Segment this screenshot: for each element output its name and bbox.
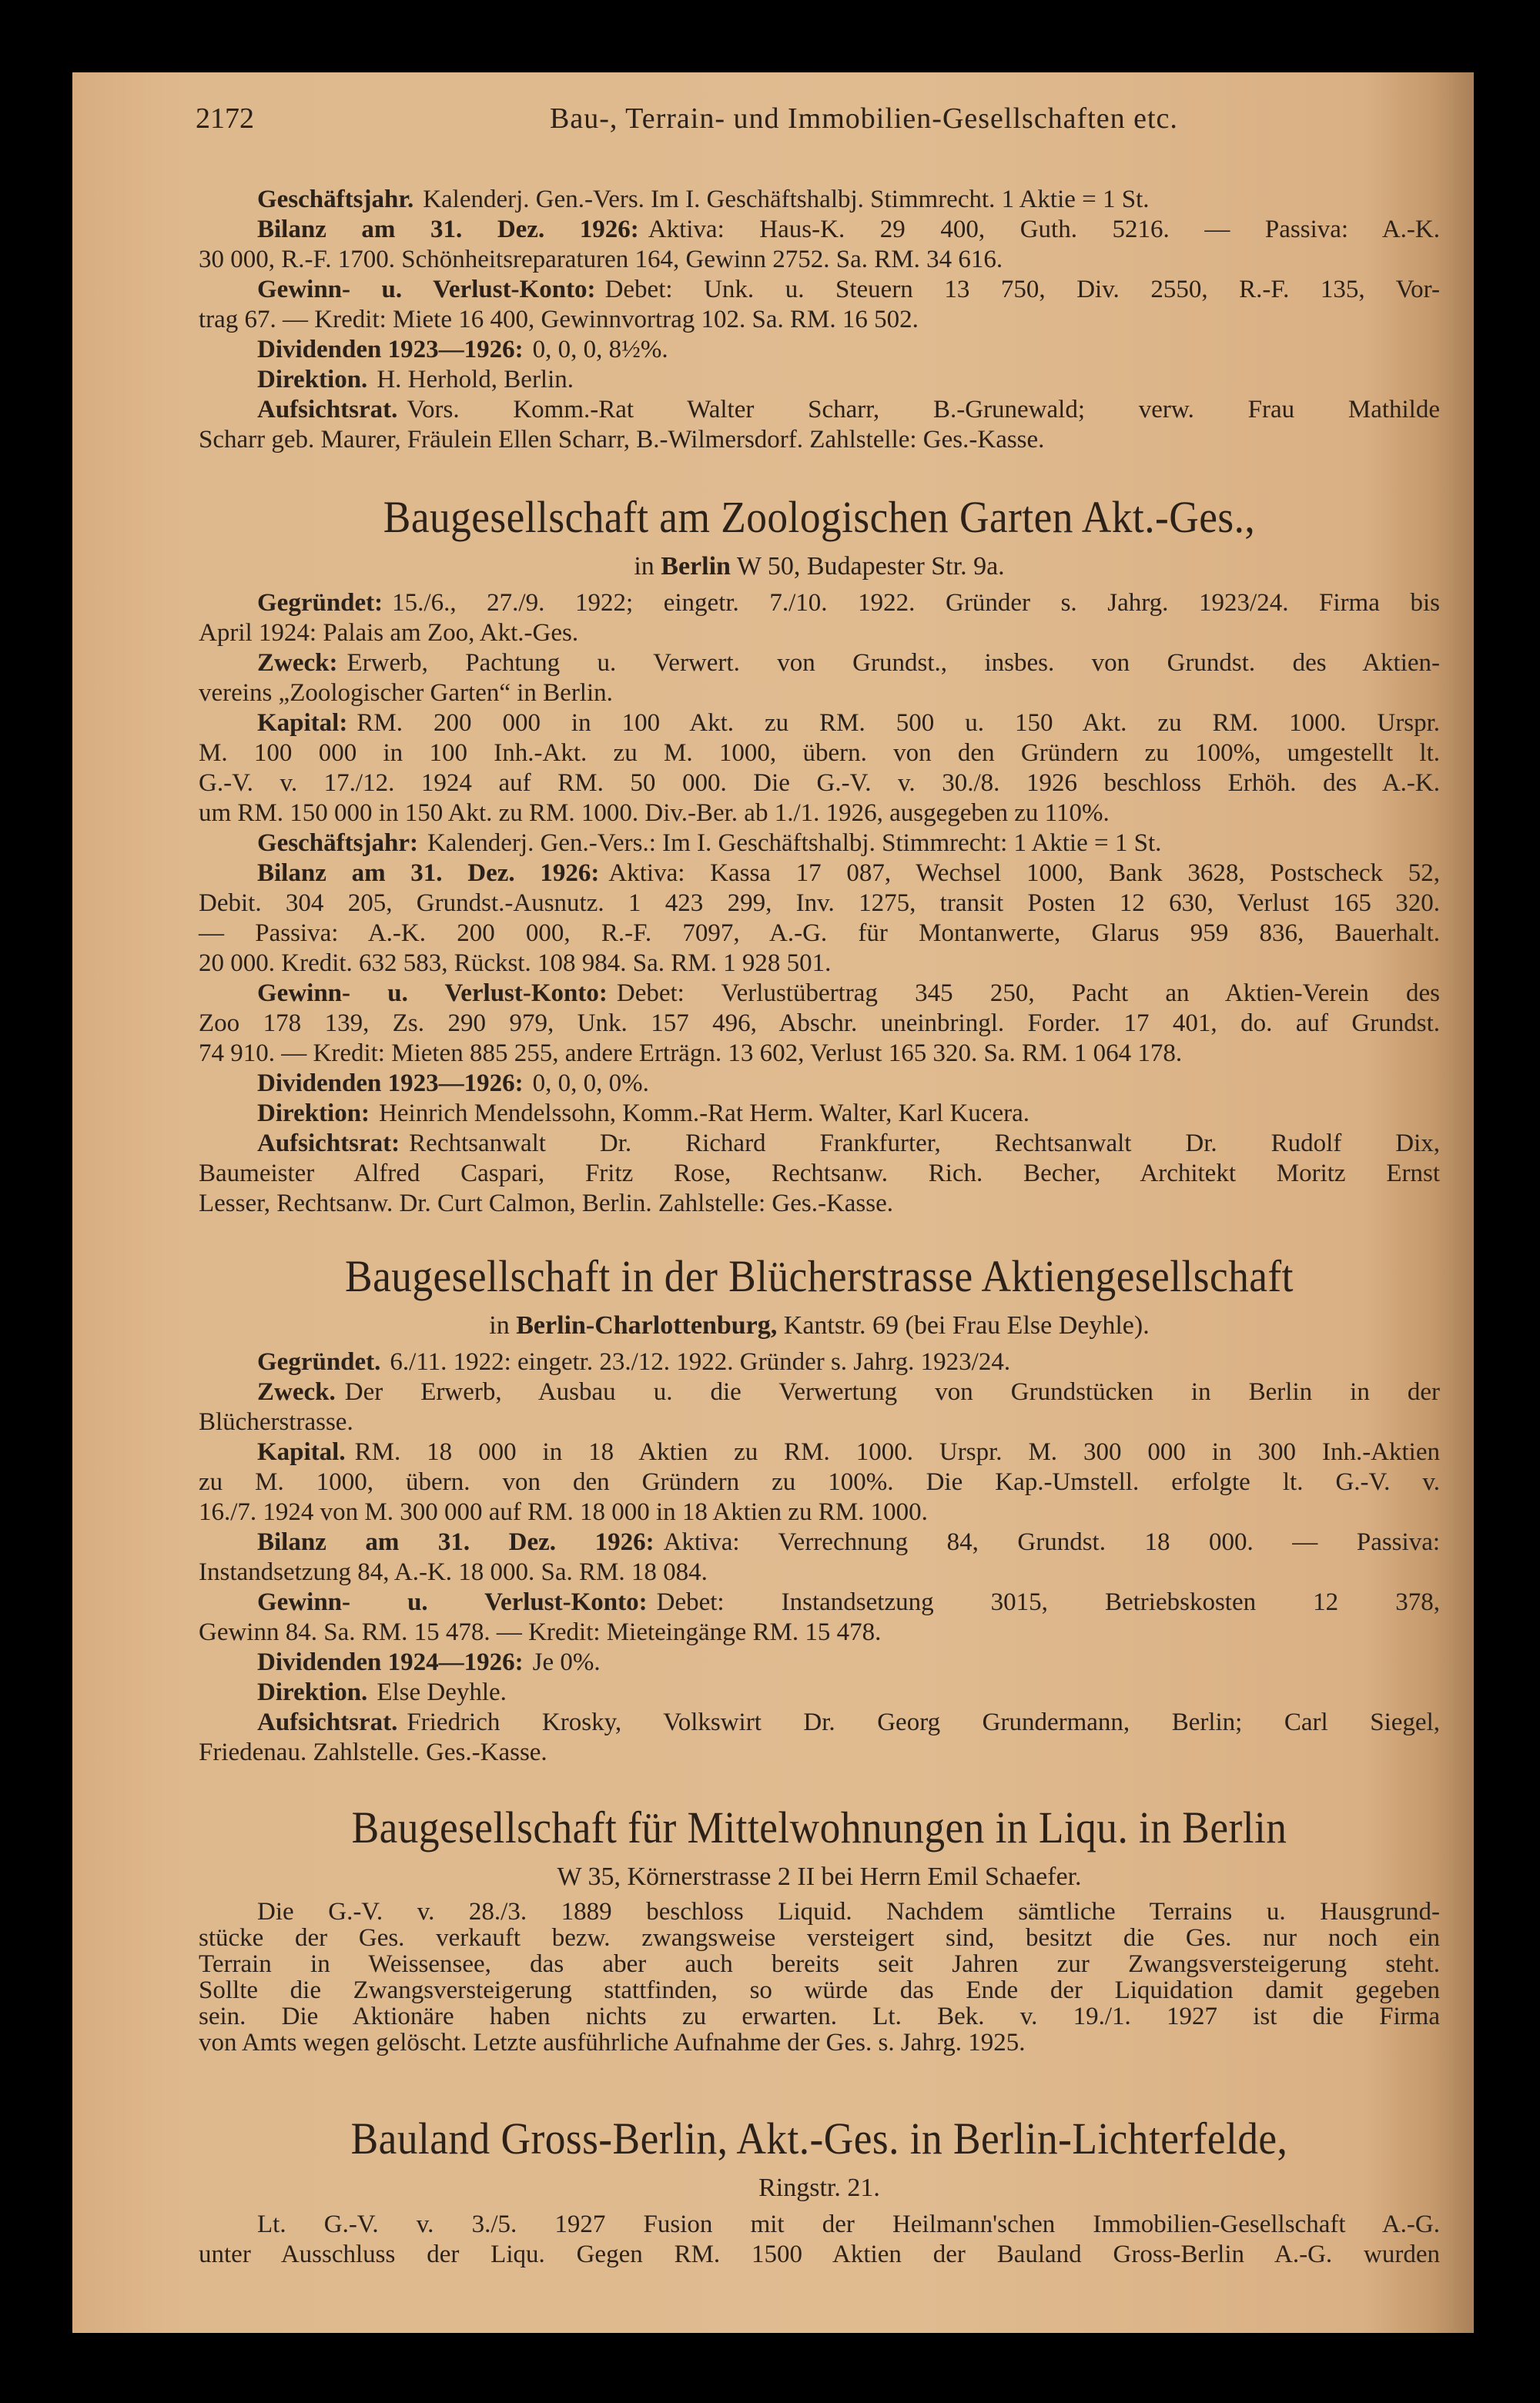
paragraph-label: Direktion: xyxy=(257,1099,370,1127)
paragraph-label: Bilanz am 31. Dez. 1926: xyxy=(257,1528,654,1556)
scanned-page xyxy=(72,72,1474,2333)
paragraph-label: Bilanz am 31. Dez. 1926: xyxy=(257,216,639,243)
text-line xyxy=(199,1129,1440,1159)
line-text: Erwerb, Pachtung u. Verwert. von Grundst., insbes. von Grundst. des Aktien- xyxy=(346,649,1440,677)
text-line xyxy=(199,949,1440,979)
line-text: Terrain in Weissensee, das aber auch bereits seit Jahren zur Zwangsversteigerung steht. xyxy=(199,1950,1440,1978)
paragraph xyxy=(199,1129,1440,1219)
line-text: trag 67. — Kredit: Miete 16 400, Gewinnvortrag 102. Sa. RM. 16 502. xyxy=(199,306,919,333)
line-text: Je 0%. xyxy=(532,1648,601,1676)
line-text: Friedrich Krosky, Volkswirt Dr. Georg Grundermann, Berlin; Carl Siegel, xyxy=(407,1709,1440,1736)
paragraph xyxy=(199,1069,1440,1099)
line-text: 74 910. — Kredit: Mieten 885 255, andere Erträgn. 13 602, Verlust 165 320. Sa. RM. 1 064 178. xyxy=(199,1039,1183,1067)
text-line xyxy=(199,395,1440,425)
paragraph-label: Gewinn- u. Verlust-Konto: xyxy=(257,979,608,1007)
text-line xyxy=(199,1925,1440,1951)
line-text: Sollte die Zwangsversteigerung stattfinden, so würde das Ende der Liquidation damit gegeben xyxy=(199,1976,1440,2004)
line-text: 20 000. Kredit. 632 583, Rückst. 108 984. Sa. RM. 1 928 501. xyxy=(199,949,832,977)
address-prefix: in xyxy=(489,1311,510,1340)
paragraph xyxy=(199,275,1440,335)
line-text: Aktiva: Kassa 17 087, Wechsel 1000, Bank 3628, Postscheck 52, xyxy=(608,859,1440,887)
text-line xyxy=(199,425,1440,455)
address-city: Berlin xyxy=(661,552,731,581)
line-text: Debit. 304 205, Grundst.-Ausnutz. 1 423 299, Inv. 1275, transit Posten 12 630, Verlust 165 320. xyxy=(199,889,1440,917)
text-line xyxy=(199,1528,1440,1558)
paragraph-label: Gegründet: xyxy=(257,589,383,617)
text-line xyxy=(199,1498,1440,1528)
text-line xyxy=(199,215,1440,245)
text-line xyxy=(199,768,1440,798)
line-text: unter Ausschluss der Liqu. Gegen RM. 1500 Aktien der Bauland Gross-Berlin A.-G. wurden xyxy=(199,2241,1440,2268)
line-text: Kalenderj. Gen.-Vers.: Im I. Geschäftshalbj. Stimmrecht: 1 Aktie = 1 St. xyxy=(427,829,1162,857)
text-line xyxy=(199,1069,1440,1099)
text-line xyxy=(199,889,1440,919)
text-line xyxy=(199,2003,1440,2030)
paragraph-label: Bilanz am 31. Dez. 1926: xyxy=(257,859,600,887)
entry-title: Baugesellschaft in der Blücherstrasse Aktiengesellschaft xyxy=(345,1251,1294,1301)
text-line xyxy=(199,1708,1440,1738)
entry-bluecherstrasse xyxy=(199,1249,1440,1768)
text-line xyxy=(199,1899,1440,1925)
entry-continuation xyxy=(199,185,1440,455)
text-line xyxy=(199,648,1440,678)
address-street: Kantstr. 69 (bei Frau Else Deyhle). xyxy=(783,1311,1150,1340)
address-street: W 35, Körnerstrasse 2 II bei Herrn Emil Schaefer. xyxy=(557,1862,1082,1891)
paragraph xyxy=(199,1347,1440,1377)
line-text: 15./6., 27./9. 1922; eingetr. 7./10. 1922. Gründer s. Jahrg. 1923/24. Firma bis xyxy=(392,589,1440,617)
paragraph-label: Gegründet. xyxy=(257,1348,381,1376)
line-text: Aktiva: Verrechnung 84, Grundst. 18 000. — Passiva: xyxy=(663,1528,1441,1556)
text-line xyxy=(199,275,1440,305)
line-text: zu M. 1000, übern. von den Gründern zu 100%. Die Kap.-Umstell. erfolgte lt. G.-V. v. xyxy=(199,1468,1440,1496)
paragraph xyxy=(199,1678,1440,1708)
line-text: Zoo 178 139, Zs. 290 979, Unk. 157 496, Abschr. uneinbringl. Forder. 17 401, do. auf Grundst. xyxy=(199,1009,1440,1037)
line-text: RM. 200 000 in 100 Akt. zu RM. 500 u. 150 Akt. zu RM. 1000. Urspr. xyxy=(357,709,1440,737)
paragraph xyxy=(199,395,1440,455)
text-line xyxy=(199,1347,1440,1377)
text-line xyxy=(199,245,1440,275)
line-text: 0, 0, 0, 0%. xyxy=(532,1069,649,1097)
text-line xyxy=(199,1648,1440,1678)
text-line xyxy=(199,1468,1440,1498)
line-text: Lt. G.-V. v. 3./5. 1927 Fusion mit der Heilmann'schen Immobilien-Gesellschaft A.-G. xyxy=(257,2211,1440,2238)
line-text: — Passiva: A.-K. 200 000, R.-F. 7097, A.-G. für Montanwerte, Glarus 959 836, Bauerhalt. xyxy=(199,919,1440,947)
line-text: RM. 18 000 in 18 Aktien zu RM. 1000. Urspr. M. 300 000 in 300 Inh.-Aktien xyxy=(354,1438,1440,1466)
address-city: Berlin-Charlottenburg, xyxy=(516,1311,778,1340)
line-text: 16./7. 1924 von M. 300 000 auf RM. 18 000 in 18 Aktien zu RM. 1000. xyxy=(199,1498,928,1526)
paragraph-label: Geschäftsjahr. xyxy=(257,186,414,213)
paragraph-label: Dividenden 1923—1926: xyxy=(257,336,524,363)
running-title: Bau-, Terrain- und Immobilien-Gesellschaften etc. xyxy=(550,102,1178,135)
paragraph xyxy=(199,335,1440,365)
paragraph xyxy=(199,1528,1440,1588)
line-text: Gewinn 84. Sa. RM. 15 478. — Kredit: Mieteingänge RM. 15 478. xyxy=(199,1618,882,1646)
text-line xyxy=(199,1159,1440,1189)
line-text: von Amts wegen gelöscht. Letzte ausführliche Aufnahme der Ges. s. Jahrg. 1925. xyxy=(199,2029,1026,2057)
line-text: Der Erwerb, Ausbau u. die Verwertung von Grundstücken in Berlin in der xyxy=(344,1378,1440,1406)
line-text: Kalenderj. Gen.-Vers. Im I. Geschäftshalbj. Stimmrecht. 1 Aktie = 1 St. xyxy=(423,186,1150,213)
paragraph-label: Zweck. xyxy=(257,1378,336,1406)
line-text: H. Herhold, Berlin. xyxy=(377,366,574,393)
line-text: Scharr geb. Maurer, Fräulein Ellen Scharr, B.-Wilmersdorf. Zahlstelle: Ges.-Kasse. xyxy=(199,426,1045,453)
paragraph-label: Kapital: xyxy=(257,709,348,737)
address-street: W 50, Budapester Str. 9a. xyxy=(736,552,1005,581)
text-line xyxy=(199,1618,1440,1648)
paragraph-label: Aufsichtsrat. xyxy=(257,396,398,423)
text-line xyxy=(199,1039,1440,1069)
line-text: Instandsetzung 84, A.-K. 18 000. Sa. RM. 18 084. xyxy=(199,1558,708,1586)
paragraph-label: Dividenden 1924—1926: xyxy=(257,1648,524,1676)
text-line xyxy=(199,738,1440,768)
address-street: Ringstr. 21. xyxy=(758,2174,880,2202)
text-line xyxy=(199,919,1440,949)
entry-zoologischer-garten xyxy=(199,490,1440,1219)
paragraph xyxy=(199,1099,1440,1129)
text-line xyxy=(199,1009,1440,1039)
paragraph xyxy=(199,1588,1440,1648)
line-text: 30 000, R.-F. 1700. Schönheitsreparaturen 164, Gewinn 2752. Sa. RM. 34 616. xyxy=(199,246,1003,273)
line-text: um RM. 150 000 in 150 Akt. zu RM. 1000. Div.-Ber. ab 1./1. 1926, ausgegeben zu 110%. xyxy=(199,799,1110,827)
paragraph xyxy=(199,1708,1440,1768)
page-number: 2172 xyxy=(196,102,254,135)
paragraph xyxy=(199,708,1440,828)
line-text: Debet: Instandsetzung 3015, Betriebskosten 12 378, xyxy=(656,1588,1441,1616)
line-text: Debet: Verlustübertrag 345 250, Pacht an Aktien-Verein des xyxy=(616,979,1440,1007)
line-text: Aktiva: Haus-K. 29 400, Guth. 5216. — Passiva: A.-K. xyxy=(648,216,1440,243)
line-text: April 1924: Palais am Zoo, Akt.-Ges. xyxy=(199,619,579,647)
text-line xyxy=(199,618,1440,648)
text-line xyxy=(199,1951,1440,1977)
text-line xyxy=(199,305,1440,335)
paragraph xyxy=(199,1899,1440,2056)
entry-address xyxy=(199,2167,1440,2210)
text-line xyxy=(199,828,1440,858)
paragraph-label: Kapital. xyxy=(257,1438,346,1466)
paragraph xyxy=(199,215,1440,275)
line-text: M. 100 000 in 100 Inh.-Akt. zu M. 1000, übern. von den Gründern zu 100%, umgestellt lt. xyxy=(199,739,1440,767)
line-text: Debet: Unk. u. Steuern 13 750, Div. 2550, R.-F. 135, Vor- xyxy=(604,276,1440,303)
paragraph-label: Direktion. xyxy=(257,1678,368,1706)
paragraph xyxy=(199,858,1440,979)
paragraph-label: Direktion. xyxy=(257,366,368,393)
line-text: Baumeister Alfred Caspari, Fritz Rose, Rechtsanw. Rich. Becher, Architekt Moritz Ernst xyxy=(199,1160,1440,1187)
text-line xyxy=(199,1377,1440,1407)
entry-address xyxy=(199,545,1440,588)
paragraph xyxy=(199,648,1440,708)
text-line xyxy=(199,1099,1440,1129)
text-line xyxy=(199,1738,1440,1768)
text-line xyxy=(199,1437,1440,1468)
text-line xyxy=(199,708,1440,738)
paragraph xyxy=(199,588,1440,648)
text-line xyxy=(199,678,1440,708)
text-line xyxy=(199,335,1440,365)
text-line xyxy=(199,185,1440,215)
entry-address xyxy=(199,1304,1440,1347)
running-header xyxy=(196,102,1443,140)
line-text: Rechtsanwalt Dr. Richard Frankfurter, Rechtsanwalt Dr. Rudolf Dix, xyxy=(409,1130,1440,1157)
paragraph xyxy=(199,979,1440,1069)
text-line xyxy=(199,365,1440,395)
paragraph-label: Geschäftsjahr: xyxy=(257,829,418,857)
address-prefix: in xyxy=(634,552,654,581)
line-text: Vors. Komm.-Rat Walter Scharr, B.-Grunewald; verw. Frau Mathilde xyxy=(407,396,1440,423)
text-line xyxy=(199,1407,1440,1437)
text-line xyxy=(199,1678,1440,1708)
text-line xyxy=(199,2240,1440,2270)
paragraph xyxy=(199,828,1440,858)
text-line xyxy=(199,979,1440,1009)
entry-title: Baugesellschaft für Mittelwohnungen in Liqu. in Berlin xyxy=(351,1802,1287,1852)
line-text: G.-V. v. 17./12. 1924 auf RM. 50 000. Die G.-V. v. 30./8. 1926 beschloss Erhöh. des A.-K. xyxy=(199,769,1440,797)
text-line xyxy=(199,858,1440,889)
paragraph xyxy=(199,2210,1440,2270)
text-line xyxy=(199,588,1440,618)
paragraph-label: Zweck: xyxy=(257,649,338,677)
text-line xyxy=(199,798,1440,828)
line-text: 0, 0, 0, 8½%. xyxy=(532,336,668,363)
line-text: Lesser, Rechtsanw. Dr. Curt Calmon, Berlin. Zahlstelle: Ges.-Kasse. xyxy=(199,1190,894,1217)
entry-address xyxy=(199,1856,1440,1899)
entry-title: Baugesellschaft am Zoologischen Garten Akt.-Ges., xyxy=(383,492,1256,542)
text-line xyxy=(199,1977,1440,2003)
paragraph-label: Gewinn- u. Verlust-Konto: xyxy=(257,1588,648,1616)
paragraph-label: Gewinn- u. Verlust-Konto: xyxy=(257,276,596,303)
line-text: Blücherstrasse. xyxy=(199,1408,353,1436)
line-text: Friedenau. Zahlstelle. Ges.-Kasse. xyxy=(199,1739,547,1766)
entry-title: Bauland Gross-Berlin, Akt.-Ges. in Berlin-Lichterfelde, xyxy=(350,2114,1288,2164)
line-text: Else Deyhle. xyxy=(377,1678,507,1706)
entry-bauland-gross-berlin xyxy=(199,2111,1440,2270)
paragraph-label: Aufsichtsrat. xyxy=(257,1709,398,1736)
paragraph xyxy=(199,1437,1440,1528)
text-line xyxy=(199,1189,1440,1219)
text-line xyxy=(199,2030,1440,2056)
paragraph-label: Aufsichtsrat: xyxy=(257,1130,400,1157)
text-line xyxy=(199,2210,1440,2240)
line-text: sein. Die Aktionäre haben nichts zu erwarten. Lt. Bek. v. 19./1. 1927 ist die Firma xyxy=(199,2003,1440,2030)
paragraph xyxy=(199,1377,1440,1437)
text-line xyxy=(199,1588,1440,1618)
line-text: Heinrich Mendelssohn, Komm.-Rat Herm. Walter, Karl Kucera. xyxy=(379,1099,1029,1127)
paragraph-label: Dividenden 1923—1926: xyxy=(257,1069,524,1097)
line-text: 6./11. 1922: eingetr. 23./12. 1922. Gründer s. Jahrg. 1923/24. xyxy=(390,1348,1011,1376)
paragraph xyxy=(199,365,1440,395)
text-line xyxy=(199,1558,1440,1588)
paragraph xyxy=(199,1648,1440,1678)
line-text: Die G.-V. v. 28./3. 1889 beschloss Liquid. Nachdem sämtliche Terrains u. Hausgrund- xyxy=(257,1898,1440,1926)
paragraph xyxy=(199,185,1440,215)
line-text: stücke der Ges. verkauft bezw. zwangsweise versteigert sind, besitzt die Ges. nur noch ein xyxy=(199,1924,1440,1952)
entry-mittelwohnungen xyxy=(199,1800,1440,2056)
line-text: vereins „Zoologischer Garten“ in Berlin. xyxy=(199,679,613,707)
